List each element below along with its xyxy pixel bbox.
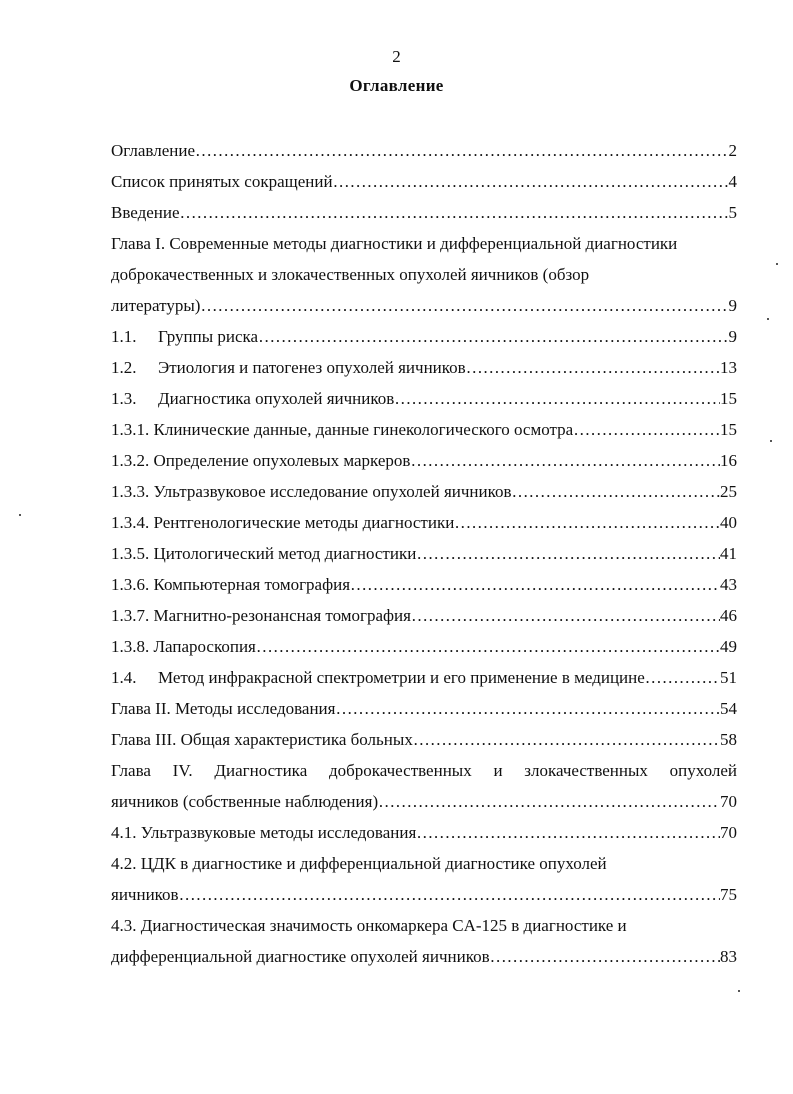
toc-entry-title: 1.3.4. Рентгенологические методы диагностики bbox=[111, 513, 455, 532]
toc-entry-line: Глава I. Современные методы диагностики и дифференциальной диагностики bbox=[111, 234, 678, 253]
toc-entry-page: 70 bbox=[720, 823, 737, 842]
toc-entry-page: 40 bbox=[720, 513, 737, 532]
toc-entry-page: 41 bbox=[720, 544, 737, 563]
toc-entry-page: 49 bbox=[720, 637, 737, 656]
toc-entry-title: 4.1. Ультразвуковые методы исследования bbox=[111, 823, 417, 842]
toc-entry-line: 4.3. Диагностическая значимость онкомаркера CA-125 в диагностике и bbox=[111, 916, 627, 935]
dot-leader bbox=[466, 352, 720, 383]
toc-entry-title: Оглавление bbox=[111, 141, 195, 160]
scan-speck bbox=[776, 263, 778, 265]
toc-entry-title: яичников (собственные наблюдения) bbox=[111, 792, 379, 811]
toc-entry bbox=[111, 321, 737, 352]
toc-entry-line: доброкачественных и злокачественных опухолей яичников (обзор bbox=[111, 265, 590, 284]
toc-entry-number: 1.1. bbox=[111, 327, 137, 346]
toc-entry bbox=[111, 414, 737, 445]
toc-entry-title: 1.3.8. Лапароскопия bbox=[111, 637, 256, 656]
dot-leader bbox=[512, 476, 720, 507]
toc-entry-title: 1.3.7. Магнитно-резонансная томография bbox=[111, 606, 411, 625]
toc-entry bbox=[111, 724, 737, 755]
toc-entry bbox=[111, 600, 737, 631]
toc-entry-title: 1.3.6. Компьютерная томография bbox=[111, 575, 351, 594]
dot-leader bbox=[200, 290, 728, 321]
dot-leader bbox=[394, 383, 720, 414]
page-title: Оглавление bbox=[349, 76, 444, 95]
dot-leader bbox=[416, 538, 720, 569]
dot-leader bbox=[378, 786, 720, 817]
toc-entry-title: Группы риска bbox=[158, 327, 259, 346]
toc-entry bbox=[111, 352, 737, 383]
toc-entry bbox=[111, 445, 737, 476]
toc-entry-title: 1.3.3. Ультразвуковое исследование опухолей яичников bbox=[111, 482, 512, 501]
scan-speck bbox=[767, 318, 769, 320]
toc-entry-page: 4 bbox=[728, 172, 737, 191]
dot-leader bbox=[350, 569, 720, 600]
toc-entry-title: дифференциальной диагностике опухолей яичников bbox=[111, 947, 490, 966]
toc-entry bbox=[111, 197, 737, 228]
toc-entry-multiline bbox=[111, 910, 737, 972]
toc-entry-page: 58 bbox=[720, 730, 737, 749]
toc-entry-title: Глава II. Методы исследования bbox=[111, 699, 336, 718]
scan-speck bbox=[770, 440, 772, 442]
dot-leader bbox=[180, 197, 729, 228]
toc-entry-page: 16 bbox=[720, 451, 737, 470]
toc-entry-multiline bbox=[111, 228, 737, 321]
toc-entry bbox=[111, 817, 737, 848]
toc-entry-page: 70 bbox=[720, 792, 737, 811]
dot-leader bbox=[416, 817, 720, 848]
dot-leader bbox=[645, 662, 720, 693]
dot-leader bbox=[490, 941, 720, 972]
dot-leader bbox=[573, 414, 720, 445]
toc-entry-title: Список принятых сокращений bbox=[111, 172, 333, 191]
dot-leader bbox=[411, 600, 720, 631]
toc-entry bbox=[111, 631, 737, 662]
dot-leader bbox=[333, 166, 729, 197]
scan-speck bbox=[19, 514, 21, 516]
toc-entry bbox=[111, 476, 737, 507]
toc-entry-title: 1.3.5. Цитологический метод диагностики bbox=[111, 544, 417, 563]
toc-entry-multiline bbox=[111, 755, 737, 817]
toc-entry-title: 1.3.1. Клинические данные, данные гинекологического осмотра bbox=[111, 420, 574, 439]
table-of-contents bbox=[111, 135, 737, 972]
toc-entry bbox=[111, 538, 737, 569]
toc-entry-title: яичников bbox=[111, 885, 179, 904]
dot-leader bbox=[410, 445, 720, 476]
toc-entry bbox=[111, 693, 737, 724]
toc-entry bbox=[111, 135, 737, 166]
toc-entry bbox=[111, 383, 737, 414]
toc-entry-number: 1.4. bbox=[111, 668, 137, 687]
toc-entry-page: 2 bbox=[728, 141, 737, 160]
dot-leader bbox=[258, 321, 728, 352]
dot-leader bbox=[335, 693, 720, 724]
toc-entry-multiline bbox=[111, 848, 737, 910]
toc-entry-page: 13 bbox=[720, 358, 737, 377]
toc-entry-page: 15 bbox=[720, 389, 737, 408]
toc-entry-title: Введение bbox=[111, 203, 180, 222]
toc-entry bbox=[111, 166, 737, 197]
dot-leader bbox=[454, 507, 720, 538]
toc-entry-page: 75 bbox=[720, 885, 737, 904]
toc-entry-page: 83 bbox=[720, 947, 737, 966]
toc-entry-number: 1.3. bbox=[111, 389, 137, 408]
toc-entry-page: 43 bbox=[720, 575, 737, 594]
toc-entry bbox=[111, 569, 737, 600]
toc-entry-page: 54 bbox=[720, 699, 737, 718]
toc-entry-page: 46 bbox=[720, 606, 737, 625]
toc-entry-title: литературы) bbox=[111, 296, 201, 315]
toc-entry-last-line bbox=[111, 290, 737, 321]
toc-entry-title: Глава III. Общая характеристика больных bbox=[111, 730, 413, 749]
dot-leader bbox=[179, 879, 720, 910]
toc-entry-page: 9 bbox=[728, 296, 737, 315]
toc-entry bbox=[111, 507, 737, 538]
toc-entry-last-line bbox=[111, 786, 737, 817]
toc-entry-title: Метод инфракрасной спектрометрии и его применение в медицине bbox=[158, 668, 645, 687]
toc-entry-title: Диагностика опухолей яичников bbox=[158, 389, 395, 408]
toc-entry-page: 15 bbox=[720, 420, 737, 439]
toc-entry-page: 25 bbox=[720, 482, 737, 501]
toc-entry bbox=[111, 662, 737, 693]
toc-entry-number: 1.2. bbox=[111, 358, 137, 377]
toc-entry-line: Глава IV. Диагностика доброкачественных и злокачественных опухолей bbox=[111, 761, 737, 780]
toc-entry-title: 1.3.2. Определение опухолевых маркеров bbox=[111, 451, 411, 470]
toc-entry-page: 51 bbox=[720, 668, 737, 687]
toc-entry-last-line bbox=[111, 941, 737, 972]
toc-entry-line: 4.2. ЦДК в диагностике и дифференциальной диагностике опухолей bbox=[111, 854, 607, 873]
dot-leader bbox=[256, 631, 720, 662]
dot-leader bbox=[195, 135, 729, 166]
page-number: 2 bbox=[392, 47, 401, 66]
toc-entry-page: 9 bbox=[728, 327, 737, 346]
toc-entry-page: 5 bbox=[728, 203, 737, 222]
scan-speck bbox=[738, 990, 740, 992]
toc-entry-last-line bbox=[111, 879, 737, 910]
toc-entry-title: Этиология и патогенез опухолей яичников bbox=[158, 358, 466, 377]
dot-leader bbox=[413, 724, 720, 755]
